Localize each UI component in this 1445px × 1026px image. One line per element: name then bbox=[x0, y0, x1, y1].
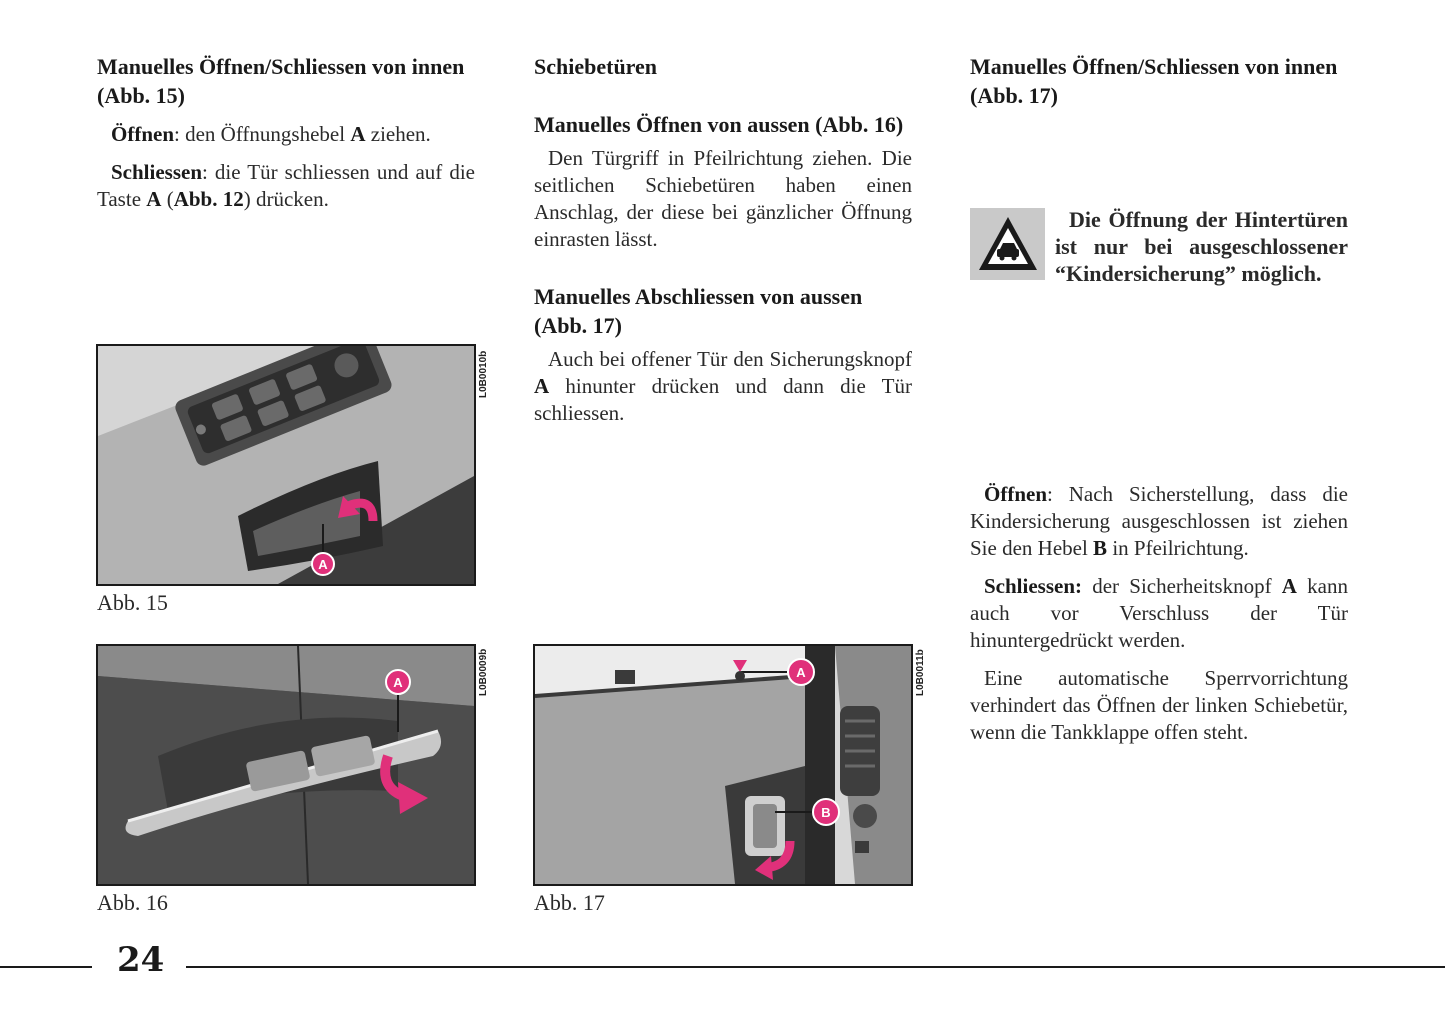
figure-code: L0B0009b bbox=[478, 648, 489, 696]
figure-code: L0B0011b bbox=[915, 649, 926, 696]
figure-label-a: A bbox=[393, 675, 403, 690]
paragraph-open: Öffnen: Nach Sicherstellung, dass die Kindersicherung ausgeschlossen ist ziehen Sie den Hebel B in Pfeilrichtung. bbox=[970, 482, 1348, 560]
section-heading: Schiebetüren bbox=[534, 54, 658, 79]
figure-label-a: A bbox=[318, 557, 328, 572]
paragraph-close: Schliessen: die Tür schliessen und auf die Taste A (Abb. 12) drücken. bbox=[97, 160, 475, 211]
paragraph: Auch bei offener Tür den Sicherungsknopf A hinunter drücken und dann die Tür schliessen. bbox=[534, 347, 912, 425]
column-right bbox=[970, 52, 1348, 287]
page-number: 24 bbox=[117, 940, 165, 980]
column-left bbox=[97, 52, 475, 224]
paragraph: Den Türgriff in Pfeilrichtung ziehen. Die seitlichen Schiebetüren haben einen Anschlag, der diese bei gänzlicher Öffnung einrasten lässt. bbox=[534, 146, 912, 251]
paragraph-close: Schliessen: der Sicherheitsknopf A kann auch vor Verschluss der Tür hinuntergedrückt werden. bbox=[970, 574, 1348, 652]
figure-code: L0B0010b bbox=[478, 350, 489, 398]
figure-label-b: B bbox=[821, 805, 831, 820]
figure-caption: Abb. 15 bbox=[97, 590, 168, 615]
figure-label-a: A bbox=[796, 665, 806, 680]
section-heading: Manuelles Öffnen/Schliessen von innen (Abb. 17) bbox=[970, 54, 1338, 108]
figure-15-image bbox=[96, 344, 476, 586]
column-middle bbox=[534, 52, 912, 438]
figure-17-image bbox=[533, 644, 913, 886]
subsection-heading: Manuelles Abschliessen von aussen (Abb. 17) bbox=[534, 284, 863, 338]
section-heading: Manuelles Öffnen/Schliessen von innen (Abb. 15) bbox=[97, 54, 465, 108]
footer-rule-left bbox=[0, 966, 92, 968]
column-right-lower bbox=[970, 481, 1348, 757]
warning-text: Die Öffnung der Hintertüren ist nur bei ausgeschlossener “Kindersicherung” möglich. bbox=[1055, 207, 1348, 286]
figure-caption: Abb. 16 bbox=[97, 890, 168, 915]
warning-box bbox=[970, 206, 1348, 287]
paragraph-lock: Eine automatische Sperrvorrichtung verhindert das Öffnen der linken Schiebetür, wenn die Tankklappe offen steht. bbox=[970, 666, 1348, 744]
figure-16-image bbox=[96, 644, 476, 886]
paragraph-open: Öffnen: den Öffnungshebel A ziehen. bbox=[111, 122, 431, 146]
footer-rule-right bbox=[186, 966, 1445, 968]
subsection-heading: Manuelles Öffnen von aussen (Abb. 16) bbox=[534, 112, 904, 137]
child-safety-warning-icon bbox=[970, 208, 1045, 280]
figure-caption: Abb. 17 bbox=[534, 890, 605, 915]
